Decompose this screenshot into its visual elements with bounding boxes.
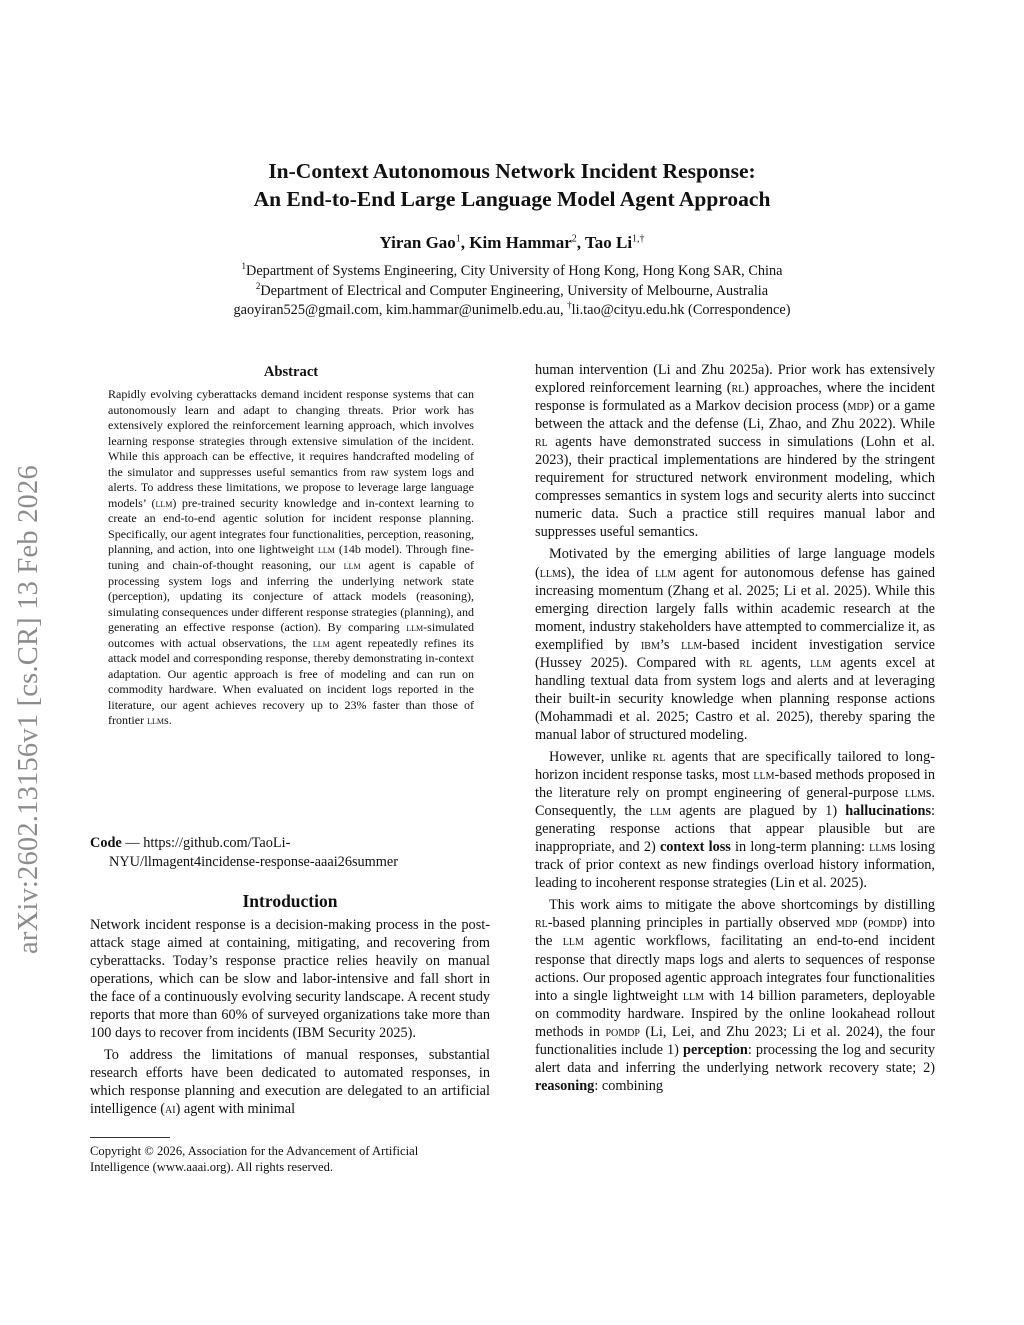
correspondence-email: li.tao@cityu.edu.hk (Correspondence) [571, 302, 791, 318]
affiliation-1 [0, 262, 1024, 282]
author-name: Yiran Gao [379, 233, 456, 252]
abstract-section [108, 364, 474, 729]
paper-title [0, 157, 1024, 213]
arxiv-identifier-stamp: arXiv:2602.13156v1 [cs.CR] 13 Feb 2026 [13, 465, 44, 954]
affiliation-text: Department of Electrical and Computer Engineering, University of Melbourne, Australia [260, 282, 769, 299]
affiliation-mark: 1 [241, 261, 246, 272]
copyright-line-2: Intelligence (www.aaai.org). All rights reserved. [90, 1160, 334, 1174]
author-name: Tao Li [584, 233, 633, 252]
right-paragraph-3: However, unlike rl agents that are specifically tailored to long-horizon incident response tasks, most llm-based methods proposed in the literature rely on prompt engineering of general-purpose llms. Consequently, the llm agents are plagued by 1) hallucinations: generating response actions that appear plausible but are inappropriate, and 2) context loss in long-term planning: llms losing track of prior context as new findings overload history information, leading to incoherent response strategies (Lin et al. 2025). [535, 748, 935, 892]
code-label: Code [90, 835, 122, 851]
right-column-body [535, 361, 935, 1095]
title-line-2: An End-to-End Large Language Model Agent Approach [253, 187, 771, 211]
author-affil-mark: 2 [571, 233, 577, 245]
right-paragraph-2: Motivated by the emerging abilities of large language models (llms), the idea of llm agent for autonomous defense has gained increasing momentum (Zhang et al. 2025; Li et al. 2025). While this emerging direction largely falls within academic research at the moment, industry stakeholders have attempted to commercialize it, as exemplified by ibm’s llm-based incident investigation service (Hussey 2025). Compared with rl agents, llm agents excel at handling textual data from system logs and alerts and at leveraging their built-in security knowledge when planning response actions (Mohammadi et al. 2025; Castro et al. 2025), thereby sparing the manual labor of structured modeling. [535, 546, 936, 743]
affiliation-mark: 2 [255, 280, 261, 291]
author-affil-mark: 1 [455, 233, 461, 245]
author-list: Yiran Gao$^1$, Kim Hammar$^2$, Tao $Li^{1,\dagger}$ [379, 233, 645, 252]
correspondence-mark: † [567, 300, 572, 311]
footnote-divider [90, 1137, 170, 1138]
code-url-link[interactable]: https://github.com/TaoLi- [143, 835, 291, 851]
affiliations [0, 262, 1024, 321]
abstract-heading: Abstract [263, 364, 319, 380]
copyright-line-1: Copyright © 2026, Association for the Advancement of Artificial [90, 1144, 419, 1158]
right-paragraph-1: human intervention (Li and Zhu 2025a). Prior work has extensively explored reinforcement learning (rl) approaches, where the incident response is formulated as a Markov decision process (mdp) or a game between the attack and the defense (Li, Zhao, and Zhu 2022). While rl agents have demonstrated success in simulations (Lohn et al. 2023), their practical implementations are hindered by the stringent requirement for structured network environment modeling, which compresses semantics in system logs and security alerts into succinct numeric data. Such a practice still requires manual labor and suppresses useful semantics. [535, 362, 936, 541]
affiliation-text: Department of Systems Engineering, City University of Hong Kong, Hong Kong SAR, China [246, 263, 783, 279]
intro-paragraph-2: To address the limitations of manual responses, substantial research efforts have been dedicated to automated responses, in which response planning and execution are delegated to an artificial intelligence (ai) agent with minimal [90, 1047, 490, 1118]
affiliation-2 [0, 282, 1024, 302]
code-link-block [90, 834, 490, 872]
code-separator: — [121, 835, 144, 851]
right-paragraph-4: This work aims to mitigate the above shortcomings by distilling rl-based planning principles in partially observed mdp (pomdp) into the llm agentic workflows, facilitating an end-to-end incident response that directly maps logs and alerts to sequences of response actions. Our proposed agentic approach integrates four functionalities into a single lightweight llm with 14 billion parameters, deployable on commodity hardware. Inspired by the online lookahead rollout methods in pomdp (Li, Lei, and Zhu 2023; Li et al. 2024), the four functionalities include 1) perception: processing the log and security alert data and inferring the underlying network recovery state; 2) reasoning: combining [535, 897, 935, 1094]
intro-paragraph-1: Network incident response is a decision-making process in the post-attack stage aimed at containing, mitigating, and recovering from cyberattacks. Today’s response practice relies heavily on manual operations, which can be slow and labor-intensive and fall short in the face of a continuously evolving security landscape. A recent study reports that more than 60% of surveyed organizations take more than 100 days to recover from incidents (IBM Security 2025). [90, 917, 490, 1042]
abstract-paragraph: Rapidly evolving cyberattacks demand incident response systems that can autonomously learn and adapt to changing threats. Prior work has extensively explored the reinforcement learning approach, which involves learning response strategies through extensive simulation of the incident. While this approach can be effective, it requires handcrafted modeling of the simulator and suppresses useful semantics from raw system logs and alerts. To address these limitations, we propose to leverage large language models’ (llm) pre-trained security knowledge and in-context learning to create an end-to-end agentic solution for incident response planning. Specifically, our agent integrates four functionalities, perception, reasoning, planning, and action, into one lightweight llm (14b model). Through fine-tuning and chain-of-thought reasoning, our llm agent is capable of processing system logs and inferring the underlying network state (perception), updating its conjecture of attack models (reasoning), simulating consequences under different response strategies (planning), and generating an effective response (action). By comparing llm-simulated outcomes with actual observations, the llm agent repeatedly refines its attack model and corresponding response, thereby demonstrating in-context adaptation. Our agentic approach is free of modeling and can run on commodity hardware. When evaluated on incident logs reported in the literature, our agent achieves recovery up to 23% faster than those of frontier llms. [108, 387, 474, 728]
author-affil-mark: 1,† [632, 233, 645, 245]
author-name: Kim Hammar [469, 233, 572, 252]
author-emails [0, 301, 1024, 321]
introduction-body [90, 916, 490, 1119]
introduction-heading: Introduction [242, 891, 338, 911]
code-url-link-continued[interactable]: NYU/llmagent4incidense-response-aaai26summer [109, 854, 399, 870]
copyright-footnote [90, 1143, 490, 1175]
emails-text: gaoyiran525@gmail.com, kim.hammar@unimelb.edu.au, [233, 302, 568, 318]
title-line-1: In-Context Autonomous Network Incident Response: [268, 159, 756, 183]
